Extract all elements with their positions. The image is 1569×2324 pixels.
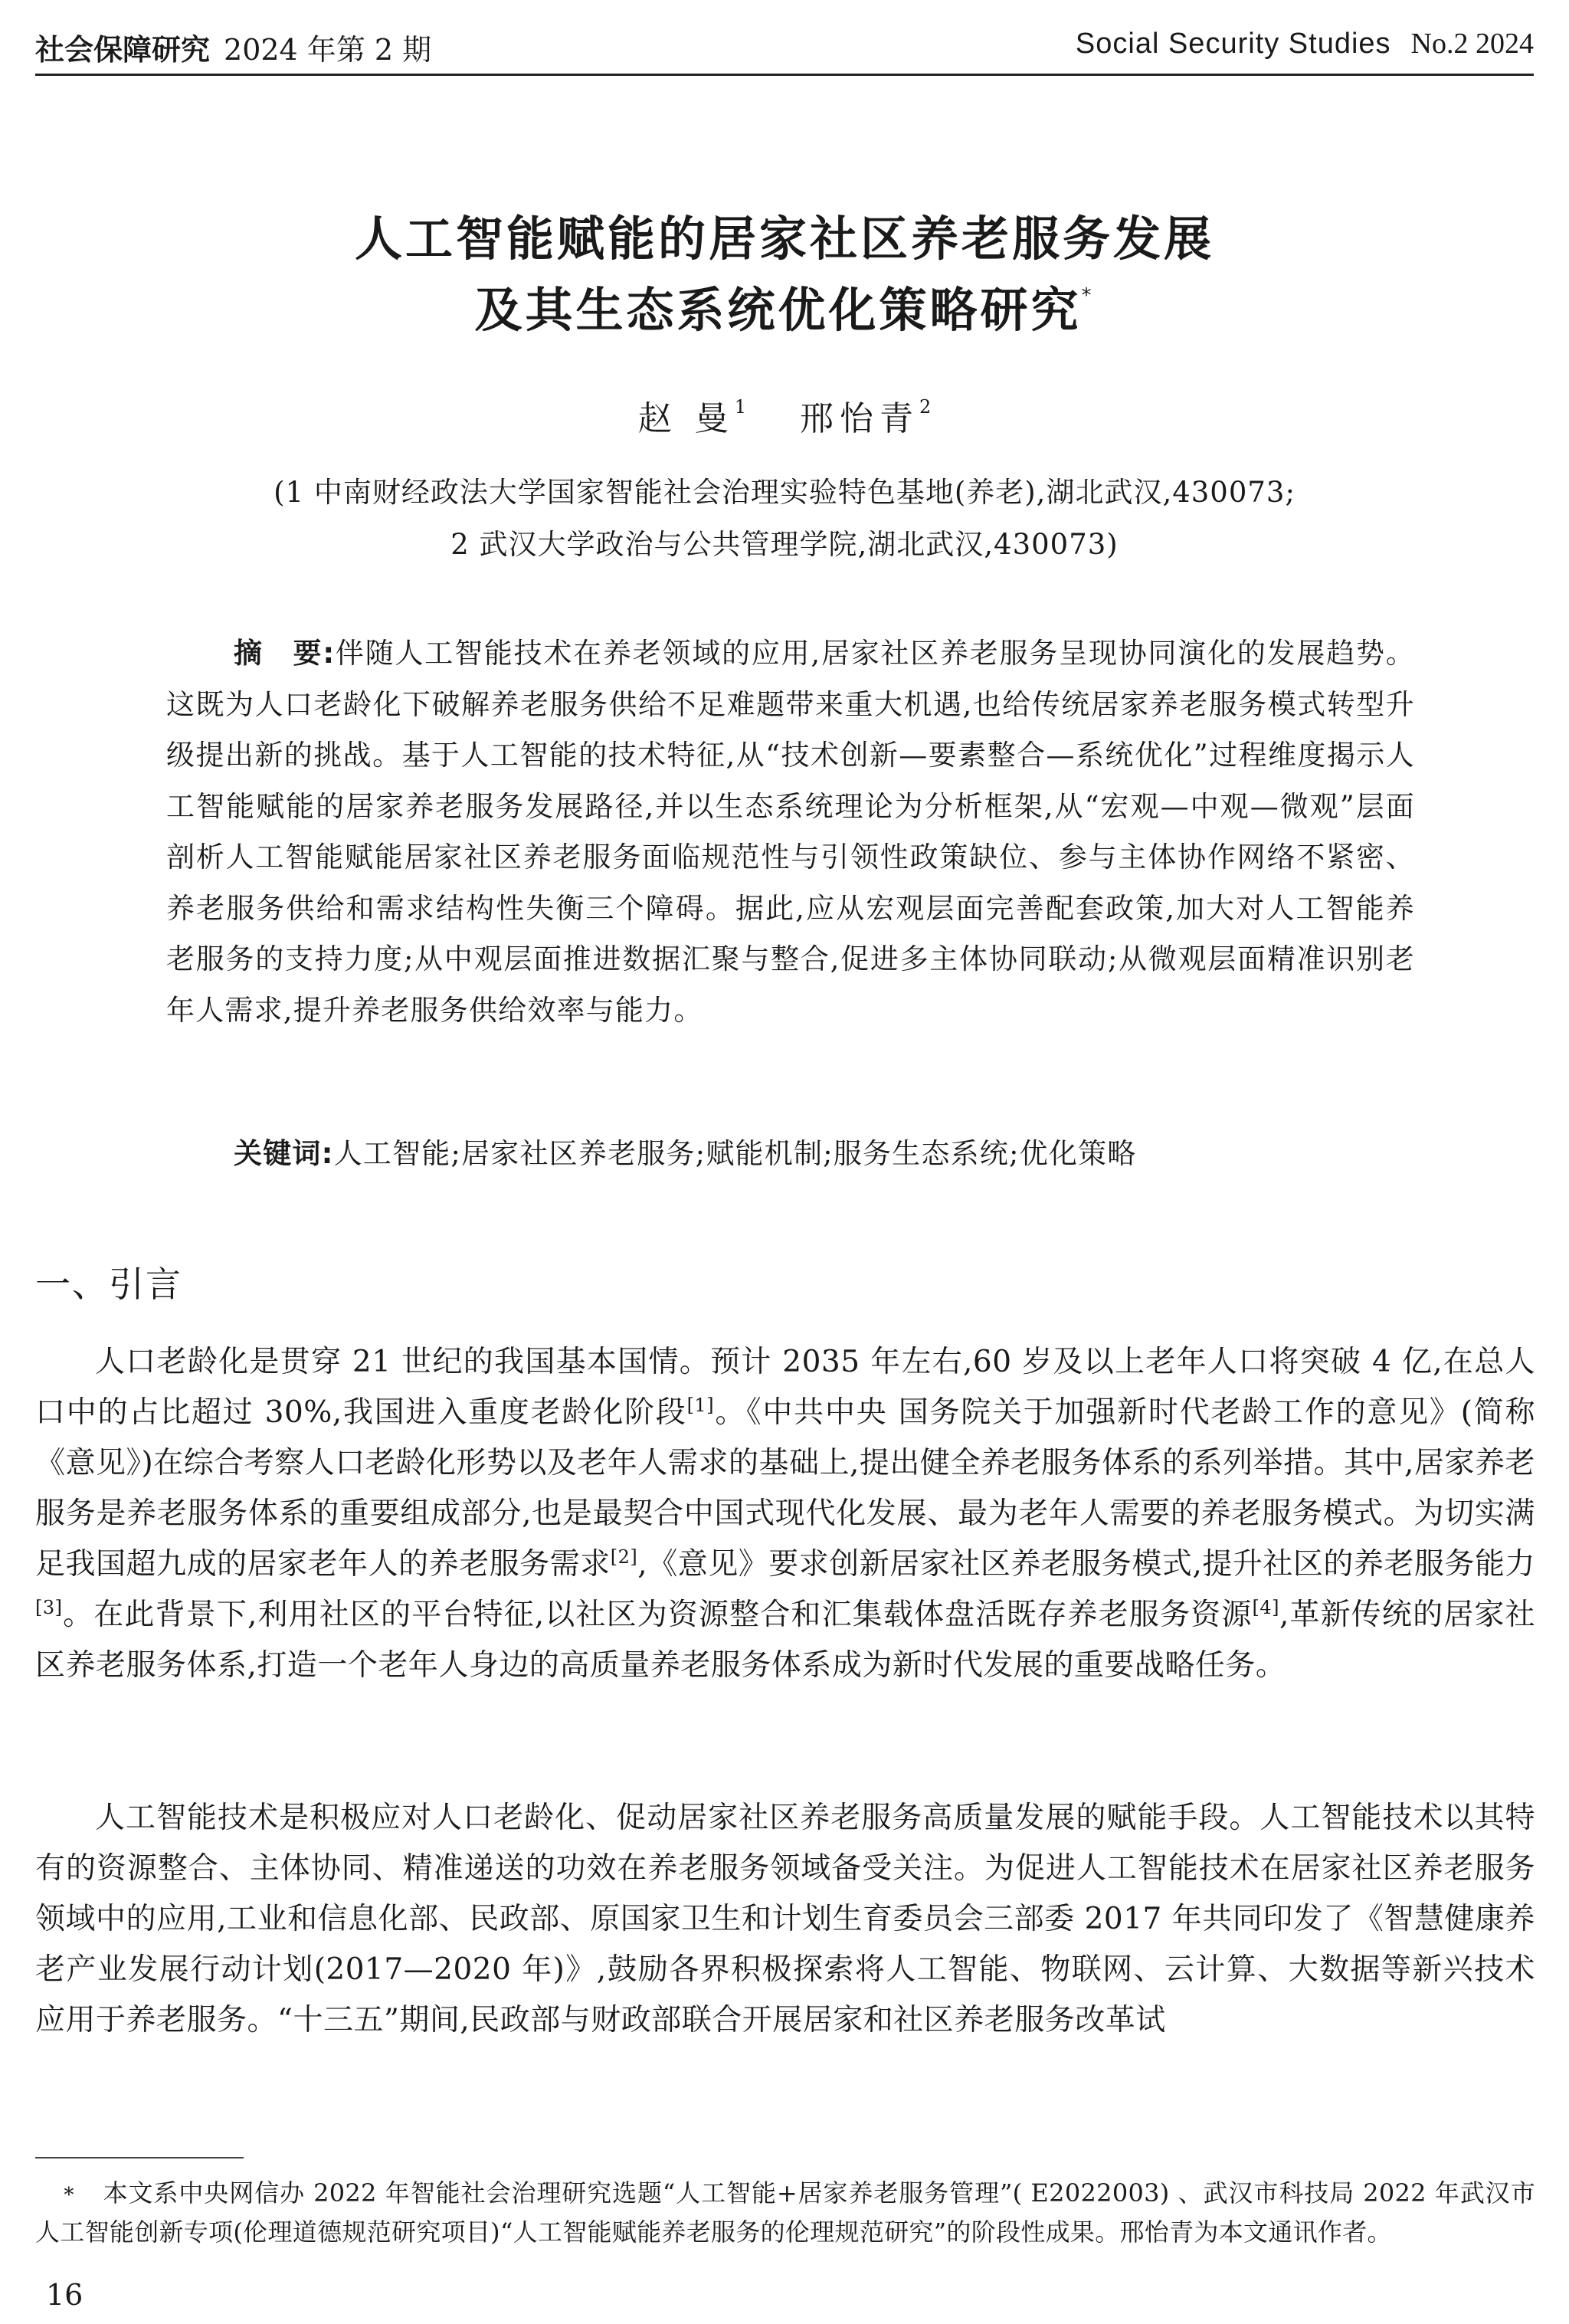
author-affiliation-mark: 1 xyxy=(734,396,746,418)
text-run: 人口老龄化是贯穿 21 世纪的我国基本国情。预计 2035 年左右,60 岁及以上老年人口将突破 4 亿,在总人口中的占比超过 30%,我国进入重度老龄化阶段 xyxy=(35,1345,1535,1430)
body-paragraph-2 xyxy=(35,1793,1535,2046)
author-name: 邢怡青 xyxy=(800,399,919,438)
issue-en: No.2 2024 xyxy=(1410,28,1534,60)
text-run: 。在此背景下,利用社区的平台特征,以社区为资源整合和汇集载体盘活既存养老服务资源 xyxy=(62,1598,1253,1632)
title-line-1: 人工智能赋能的居家社区养老服务发展 xyxy=(354,211,1214,267)
keywords xyxy=(234,1130,1413,1172)
title-line-2-text: 及其生态系统优化策略研究 xyxy=(474,282,1082,338)
footnote-divider xyxy=(35,2157,244,2158)
journal-name-cn: 社会保障研究 xyxy=(35,33,211,67)
journal-name-en: Social Security Studies xyxy=(1075,28,1391,60)
text-run: 。《中共中央 国务院关于加强新时代老龄工作的意见》(简称《意见》)在综合考察人口老龄化形势以及老年人需求的基础上,提出健全养老服务体系的系列举措。其中,居家养老服务是养老服务体系的重要组成部分,也是最契合中国式现代化发展、最为老年人需要的养老服务模式。为切实满足我国超九成的居家老年人的养老服务需求 xyxy=(35,1395,1535,1582)
footnote xyxy=(35,2175,1535,2250)
author-name: 赵 曼 xyxy=(637,399,735,438)
title-line-2 xyxy=(0,272,1569,340)
author-affiliation-mark: 2 xyxy=(919,396,932,418)
keywords-text: 人工智能;居家社区养老服务;赋能机制;服务生态系统;优化策略 xyxy=(333,1137,1137,1170)
header-left xyxy=(35,26,431,68)
paragraph: 人工智能技术是积极应对人口老龄化、促动居家社区养老服务高质量发展的赋能手段。人工智能技术以其特有的资源整合、主体协同、精准递送的功效在养老服务领域备受关注。为促进人工智能技术在居家社区养老服务领域中的应用,工业和信息化部、民政部、原国家卫生和计划生育委员会三部委 2017 年共同印发了《智慧健康养老产业发展行动计划(2017—2020 年)》,鼓励各界积极探索将人工智能、物联网、云计算、大数据等新兴技术应用于养老服务。“十三五”期间,民政部与财政部联合开展居家和社区养老服务改革试 xyxy=(35,1801,1535,2037)
citation-ref: [4] xyxy=(1252,1597,1279,1618)
footnote-text: 本文系中央网信办 2022 年智能社会治理研究选题“人工智能+居家养老服务管理”( E2022003) 、武汉市科技局 2022 年武汉市人工智能创新专项(伦理道德规范研究项目)“人工智能赋能养老服务的伦理规范研究”的阶段性成果。邢怡青为本文通讯作者。 xyxy=(35,2178,1535,2247)
issue-cn: 2024 年第 2 期 xyxy=(224,33,432,67)
abstract-text: 伴随人工智能技术在养老领域的应用,居家社区养老服务呈现协同演化的发展趋势。这既为人口老龄化下破解养老服务供给不足难题带来重大机遇,也给传统居家养老服务模式转型升级提出新的挑战。基于人工智能的技术特征,从“技术创新—要素整合—系统优化”过程维度揭示人工智能赋能的居家养老服务发展路径,并以生态系统理论为分析框架,从“宏观—中观—微观”层面剖析人工智能赋能居家社区养老服务面临规范性与引领性政策缺位、参与主体协作网络不紧密、养老服务供给和需求结构性失衡三个障碍。据此,应从宏观层面完善配套政策,加大对人工智能养老服务的支持力度;从中观层面推进数据汇聚与整合,促进多主体协同联动;从微观层面精准识别老年人需求,提升养老服务供给效率与能力。 xyxy=(166,637,1415,1027)
title-note-mark: * xyxy=(1081,284,1095,307)
page-number: 16 xyxy=(46,2278,84,2312)
text-run: ,《意见》要求创新居家社区养老服务模式,提升社区的养老服务能力 xyxy=(637,1547,1535,1582)
abstract-label: 摘 要: xyxy=(234,637,336,670)
section-heading: 一、引言 xyxy=(35,1264,182,1305)
affiliation-1: (1 中南财经政法大学国家智能社会治理实验特色基地(养老),湖北武汉,430073; xyxy=(274,476,1295,509)
running-header xyxy=(35,20,1534,76)
affiliation-2: 2 武汉大学政治与公共管理学院,湖北武汉,430073) xyxy=(450,528,1119,561)
keywords-label: 关键词: xyxy=(234,1137,334,1170)
header-right xyxy=(1076,26,1534,61)
citation-ref: [3] xyxy=(35,1597,63,1618)
abstract xyxy=(166,628,1415,1036)
citation-ref: [2] xyxy=(610,1546,638,1568)
paragraph xyxy=(35,1337,1535,1691)
authors xyxy=(0,391,1569,440)
body-paragraph-1 xyxy=(35,1337,1535,1691)
citation-ref: [1] xyxy=(686,1395,715,1416)
footnote-mark: * xyxy=(64,2184,74,2207)
text-run: ,革新传统的居家社区养老服务体系,打造一个老年人身边的高质量养老服务体系成为新时代发展的重要战略任务。 xyxy=(35,1598,1535,1683)
